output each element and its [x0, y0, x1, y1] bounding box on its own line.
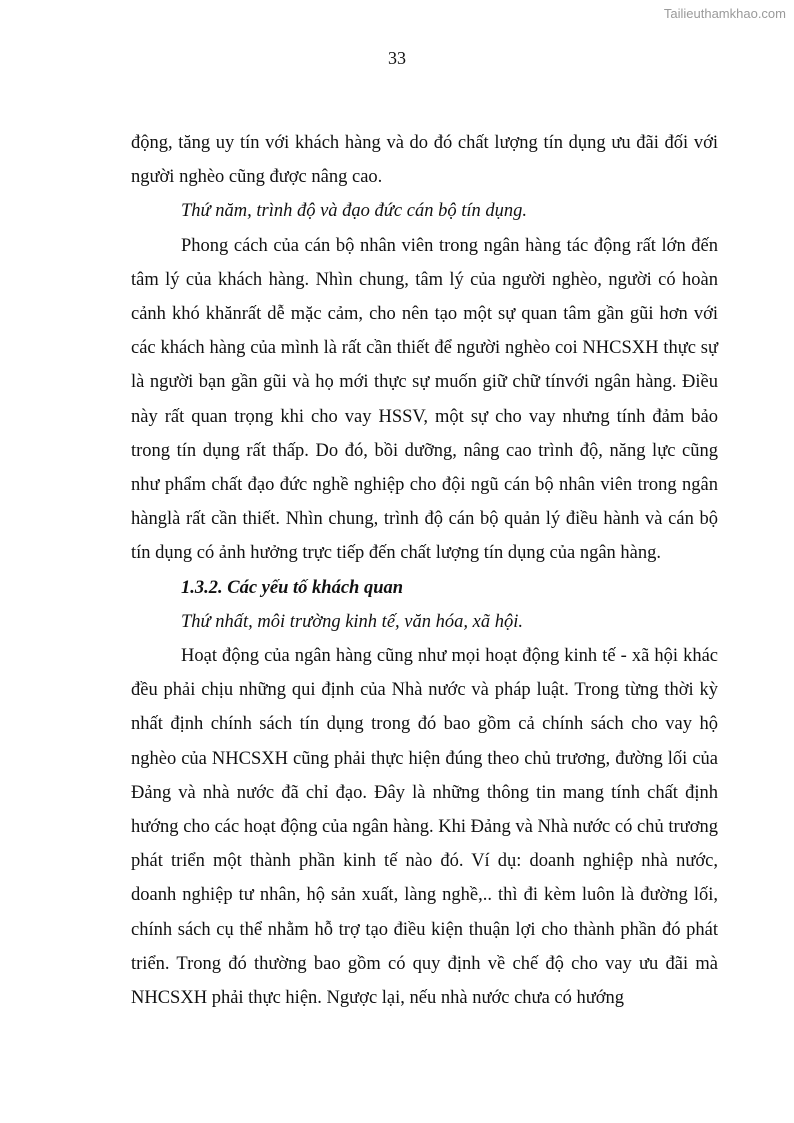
watermark: Tailieuthamkhao.com — [663, 6, 786, 21]
paragraph-economic-environment: Hoạt động của ngân hàng cũng như mọi hoạt động kinh tế - xã hội khác đều phải chịu những qui định của Nhà nước và pháp luật. Trong từng thời kỳ nhất định chính sách tín dụng trong đó bao gồm cả chính sách cho vay hộ nghèo của NHCSXH cũng phải thực hiện đúng theo chủ trương, đường lối của Đảng và nhà nước đã chỉ đạo. Đây là những thông tin mang tính chất định hướng cho các hoạt động của ngân hàng. Khi Đảng và Nhà nước có chủ trương phát triển một thành phần kinh tế nào đó. Ví dụ: doanh nghiệp nhà nước, doanh nghiệp tư nhân, hộ sản xuất, làng nghề,.. thì đi kèm luôn là đường lối, chính sách cụ thể nhằm hỗ trợ tạo điều kiện thuận lợi cho thành phần đó phát triển. Trong đó thường bao gồm có quy định về chế độ cho vay ưu đãi mà NHCSXH phải thực hiện. Ngược lại, nếu nhà nước chưa có hướng — [131, 646, 718, 1009]
paragraph-continuation: động, tăng uy tín với khách hàng và do đó chất lượng tín dụng ưu đãi đối với người nghèo cũng được nâng cao. — [131, 133, 718, 188]
subheading-first-factor: Thứ nhất, môi trường kinh tế, văn hóa, xã hội. — [181, 611, 523, 632]
page-number: 33 — [388, 48, 406, 68]
section-heading-1-3-2: 1.3.2. Các yếu tố khách quan — [181, 577, 404, 598]
subheading-fifth-factor: Thứ năm, trình độ và đạo đức cán bộ tín dụng. — [181, 201, 527, 222]
document-body — [131, 126, 718, 1015]
paragraph-staff-style: Phong cách của cán bộ nhân viên trong ngân hàng tác động rất lớn đến tâm lý của khách hàng. Nhìn chung, tâm lý của người nghèo, người có hoàn cảnh khó khănrất dễ mặc cảm, cho nên tạo một sự quan tâm gần gũi hơn với các khách hàng của mình là rất cần thiết để người nghèo coi NHCSXH thực sự là người bạn gần gũi và họ mới thực sự muốn giữ chữ tínvới ngân hàng. Điều này rất quan trọng khi cho vay HSSV, một sự cho vay nhưng tính đảm bảo trong tín dụng rất thấp. Do đó, bồi dưỡng, nâng cao trình độ, năng lực cũng như phẩm chất đạo đức nghề nghiệp cho đội ngũ cán bộ nhân viên trong ngân hànglà rất cần thiết. Nhìn chung, trình độ cán bộ quản lý điều hành và cán bộ tín dụng có ảnh hưởng trực tiếp đến chất lượng tín dụng của ngân hàng. — [131, 235, 718, 564]
